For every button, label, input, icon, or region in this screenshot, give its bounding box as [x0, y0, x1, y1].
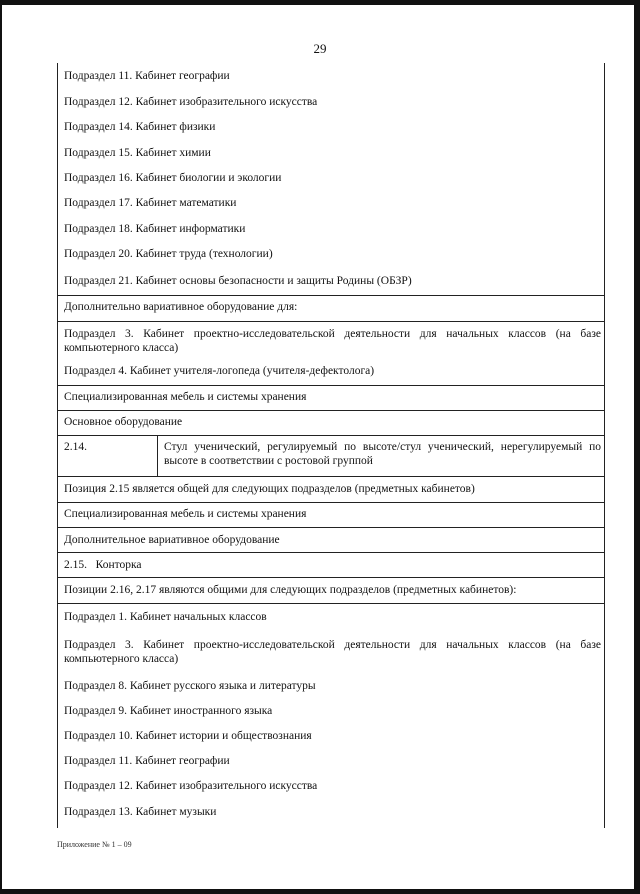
- table-row: [57, 269, 605, 296]
- table-row: [57, 196, 605, 214]
- table-row: [57, 69, 605, 87]
- table-row: [57, 610, 605, 628]
- page-number: 29: [313, 41, 327, 56]
- table-row: [57, 779, 605, 797]
- row-text: Подраздел 14. Кабинет физики: [64, 121, 216, 133]
- table-row: [57, 638, 605, 672]
- position-description: Стул ученический, регулируемый по высоте/стул ученический, нерегулируемый по высоте в соответствии с ростовой группой: [164, 441, 601, 467]
- table-row: [57, 411, 605, 436]
- row-text: Подраздел 4. Кабинет учителя-логопеда (учителя-дефектолога): [64, 365, 375, 377]
- table-row: [57, 805, 605, 823]
- row-text: Подраздел 16. Кабинет биологии и экологии: [64, 172, 282, 184]
- table-row: [57, 247, 605, 265]
- row-text: Подраздел 10. Кабинет истории и обществознания: [64, 730, 312, 742]
- table-row: [57, 754, 605, 772]
- row-text: Подраздел 15. Кабинет химии: [64, 147, 211, 159]
- table-row: [57, 296, 605, 322]
- table-row: [57, 222, 605, 240]
- row-text: 2.15. Конторка: [64, 559, 142, 571]
- table-row: [57, 553, 605, 578]
- row-text: Подраздел 12. Кабинет изобразительного искусства: [64, 96, 318, 108]
- row-text: Дополнительное вариативное оборудование: [64, 534, 280, 546]
- scan-edge-top: [0, 0, 640, 5]
- position-number: 2.14.: [64, 441, 87, 453]
- table-row: [57, 359, 605, 386]
- footer-note: Приложение № 1 – 09: [57, 840, 132, 849]
- table-row: [57, 146, 605, 164]
- row-text: Позиция 2.15 является общей для следующих подразделов (предметных кабинетов): [64, 483, 475, 495]
- row-text: Специализированная мебель и системы хранения: [64, 391, 307, 403]
- row-text: Подраздел 17. Кабинет математики: [64, 197, 237, 209]
- table-row: [57, 704, 605, 722]
- table-row: [57, 325, 605, 359]
- table-row: [57, 528, 605, 553]
- row-text: Подраздел 18. Кабинет информатики: [64, 223, 246, 235]
- row-text: Подраздел 8. Кабинет русского языка и литературы: [64, 680, 316, 692]
- row-text: Основное оборудование: [64, 416, 183, 428]
- row-text: Позиции 2.16, 2.17 являются общими для следующих подразделов (предметных кабинетов):: [64, 584, 517, 596]
- row-text: Подраздел 11. Кабинет географии: [64, 70, 230, 82]
- row-text: Подраздел 3. Кабинет проектно-исследовательской деятельности для начальных классов (на базе компьютерного класса): [64, 639, 601, 665]
- row-text: Подраздел 3. Кабинет проектно-исследовательской деятельности для начальных классов (на базе компьютерного класса): [64, 328, 601, 354]
- row-text: Подраздел 12. Кабинет изобразительного искусства: [64, 780, 318, 792]
- row-text: Подраздел 20. Кабинет труда (технологии): [64, 248, 273, 260]
- table-row: [57, 436, 605, 477]
- row-text: Подраздел 21. Кабинет основы безопасности и защиты Родины (ОБЗР): [64, 275, 412, 287]
- scan-edge-right: [634, 0, 640, 894]
- table-row: [57, 171, 605, 189]
- table-row: [57, 578, 605, 604]
- scan-edge-bottom: [0, 889, 640, 894]
- scan-edge-left: [0, 0, 2, 894]
- row-text: Подраздел 13. Кабинет музыки: [64, 806, 217, 818]
- table-row: [57, 503, 605, 528]
- table-row: [57, 477, 605, 503]
- table-row: [57, 120, 605, 138]
- row-text: Подраздел 9. Кабинет иностранного языка: [64, 705, 273, 717]
- table-row: [57, 729, 605, 747]
- table-row: [57, 95, 605, 113]
- row-text: Специализированная мебель и системы хранения: [64, 508, 307, 520]
- table-row: [57, 679, 605, 697]
- row-text: Подраздел 11. Кабинет географии: [64, 755, 230, 767]
- position-number-cell: [57, 436, 158, 476]
- table-row: [57, 386, 605, 411]
- row-text: Подраздел 1. Кабинет начальных классов: [64, 611, 267, 623]
- row-text: Дополнительно вариативное оборудование для:: [64, 301, 298, 313]
